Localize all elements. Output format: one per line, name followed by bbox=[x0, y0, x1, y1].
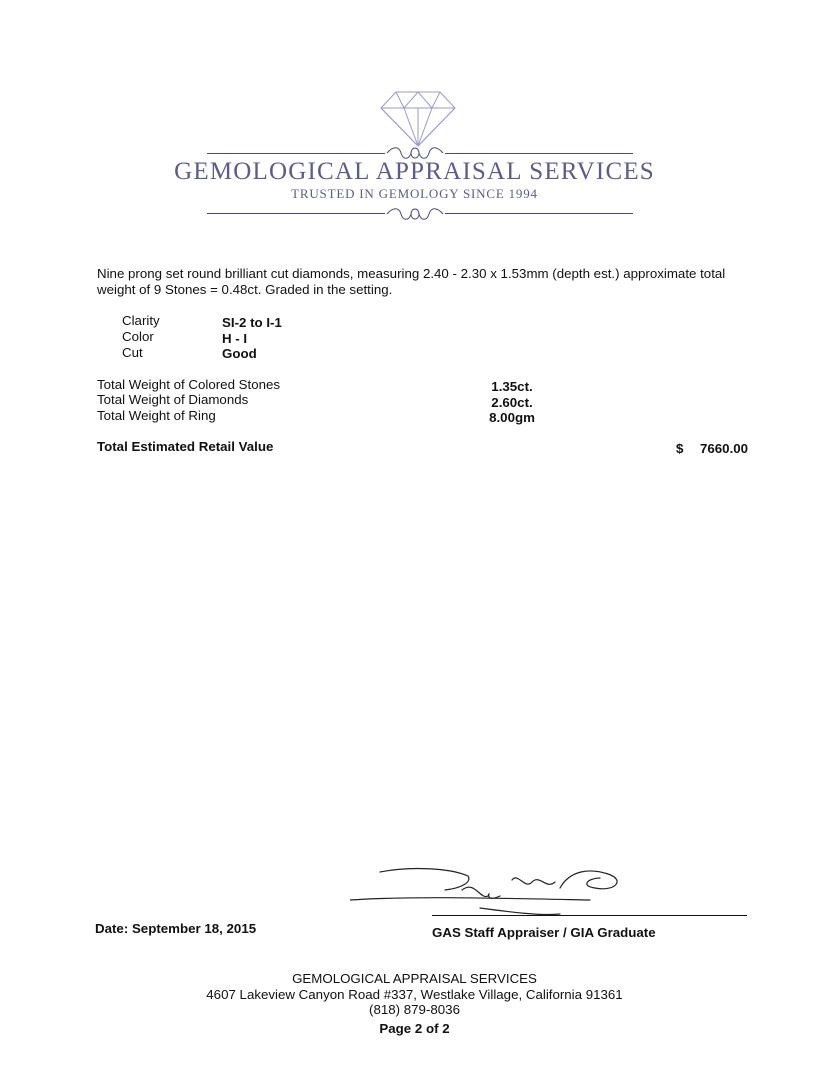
page-number: Page 2 of 2 bbox=[379, 1021, 450, 1036]
clarity-value: SI-2 to I-1 bbox=[222, 315, 282, 330]
ring-weight-label: Total Weight of Ring bbox=[97, 408, 216, 423]
total-value-label: Total Estimated Retail Value bbox=[97, 439, 274, 454]
letterhead-rule-bottom-right bbox=[445, 213, 633, 214]
company-name: GEMOLOGICAL APPRAISAL SERVICES bbox=[174, 158, 655, 185]
ornament-flourish-icon bbox=[385, 205, 445, 223]
cut-label: Cut bbox=[122, 345, 143, 360]
diamond-logo-icon bbox=[378, 88, 458, 150]
diamonds-weight-value: 2.60ct. bbox=[491, 395, 533, 410]
ring-weight-value: 8.00gm bbox=[489, 410, 535, 425]
company-tagline: TRUSTED IN GEMOLOGY SINCE 1994 bbox=[291, 186, 538, 201]
signature-line bbox=[432, 915, 747, 916]
handwritten-signature-icon bbox=[350, 860, 650, 920]
footer-phone: (818) 879-8036 bbox=[369, 1002, 460, 1017]
color-value: H - I bbox=[222, 331, 248, 346]
letterhead-rule-top-right bbox=[445, 153, 633, 154]
appraiser-title: GAS Staff Appraiser / GIA Graduate bbox=[432, 925, 656, 940]
total-value-amount: 7660.00 bbox=[700, 441, 749, 456]
footer-address: 4607 Lakeview Canyon Road #337, Westlake Village, California 91361 bbox=[206, 987, 623, 1002]
colored-stones-weight-label: Total Weight of Colored Stones bbox=[97, 377, 281, 392]
diamonds-weight-label: Total Weight of Diamonds bbox=[97, 392, 249, 407]
letterhead-rule-bottom-left bbox=[207, 213, 385, 214]
letterhead-rule-top-left bbox=[207, 153, 385, 154]
color-label: Color bbox=[122, 329, 154, 344]
colored-stones-weight-value: 1.35ct. bbox=[491, 379, 533, 394]
appraisal-date: Date: September 18, 2015 bbox=[95, 921, 257, 936]
footer-company: GEMOLOGICAL APPRAISAL SERVICES bbox=[292, 971, 537, 986]
cut-value: Good bbox=[222, 346, 257, 361]
clarity-label: Clarity bbox=[122, 313, 160, 328]
currency-symbol: $ bbox=[676, 441, 684, 456]
item-description: Nine prong set round brilliant cut diamonds, measuring 2.40 - 2.30 x 1.53mm (depth est.) approximate total weight of 9 Stones = 0.48ct. Graded in the setting. bbox=[97, 266, 726, 297]
